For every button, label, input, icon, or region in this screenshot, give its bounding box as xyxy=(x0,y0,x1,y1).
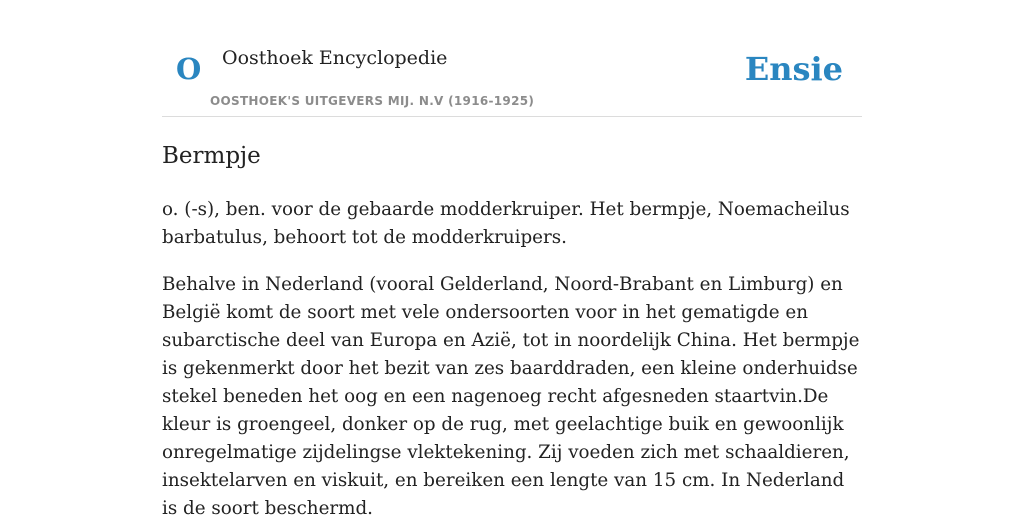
entry-paragraph: o. (-s), ben. voor de gebaarde modderkruiper. Het bermpje, Noemacheilus barbatulus, behoort tot de modderkruipers. xyxy=(162,199,850,248)
entry-title: Bermpje xyxy=(162,143,261,169)
letter-index[interactable]: O xyxy=(176,52,202,86)
ensie-logo-link[interactable]: Ensie xyxy=(744,50,843,88)
publisher-label: OOSTHOEK'S UITGEVERS MIJ. N.V (1916-1925) xyxy=(210,94,535,108)
header xyxy=(162,0,862,117)
entry-paragraph: Behalve in Nederland (vooral Gelderland, Noord-Brabant en Limburg) en België komt de soort met vele ondersoorten voor in het gematigde en subarctische deel van Europa en Azië, tot in noordelijk China. Het bermpje is gekenmerkt door het bezit van zes baarddraden, een kleine onderhuidse stekel beneden het oog en een nagenoeg recht afgesneden staartvin.De kleur is groengeel, donker op de rug, met geelachtige buik en gewoonlijk onregelmatige zijdelingse vlektekening. Zij voeden zich met schaaldieren, insektelarven en viskuit, en bereiken een lengte van 15 cm. In Nederland is de soort beschermd. xyxy=(162,274,860,519)
page xyxy=(162,0,862,523)
book-title[interactable]: Oosthoek Encyclopedie xyxy=(222,47,448,69)
